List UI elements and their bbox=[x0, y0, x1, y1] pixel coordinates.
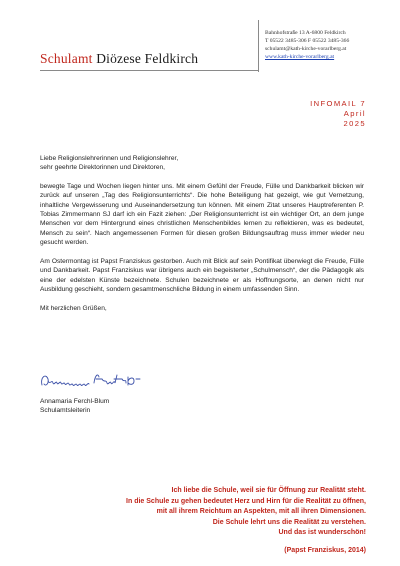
handwritten-signature bbox=[38, 365, 158, 393]
brand-schulamt: Schulamt bbox=[40, 51, 93, 66]
paragraph-papst-franziskus: Am Ostermontag ist Papst Franziskus gestorben. Auch mit Blick auf sein Pontifikat überwiegt die Freude, Fülle und Dankbarkeit. Papst Franziskus war übrigens auch ein begeisterter „Schulmensch“, der die Pädagogik als eine der edelsten Künste bezeichnete. Schulen bezeichnete er als Hoffnungsorte, an denen nicht nur Ausbildung geschieht, sondern gesamtmenschliche Bildung in einem umfassenden Sinn. bbox=[40, 258, 364, 294]
closing-greeting: Mit herzlichen Grüßen, bbox=[40, 305, 107, 313]
letterhead-horizontal-rule bbox=[40, 70, 258, 71]
quote-line-4: Die Schule lehrt uns die Realität zu verstehen. bbox=[212, 518, 366, 526]
brand-dioezese: Diözese Feldkirch bbox=[96, 51, 199, 66]
address-line-email[interactable]: schulamt@kath-kirche-vorarlberg.at bbox=[265, 46, 347, 53]
address-line-phone: T 05522 3485-306 F 05522 3485-366 bbox=[265, 38, 350, 45]
letterhead-brand bbox=[40, 51, 198, 67]
paragraph-tag-des-religionsunterrichts: bewegte Tage und Wochen liegen hinter uns. Mit einem Gefühl der Freude, Fülle und Dankbarkeit blicken wir zurück auf unseren „Tag des Religionsunterrichts“. Die hohe Beteiligung hat gezeigt, wie gut Vernetzung, inhaltliche Vergewisserung und Auseinandersetzung tun können. Mit einem Zitat unseres Hauptreferenten P. Tobias Zimmermann SJ darf ich ein Fazit ziehen: „Der Religionsunterricht ist ein wichtiger Ort, an dem junge Menschen vor dem Hintergrund eines christlichen Menschenbildes lernen zu reflektieren, was es bedeutet, Mensch zu sein“. Nach angemessenen Formen für diesen großen Bildungsauftrag muss immer wieder neu gesucht werden. bbox=[40, 182, 364, 247]
signer-block bbox=[40, 397, 109, 416]
infomail-header bbox=[310, 99, 366, 130]
quote-source: (Papst Franziskus, 2014) bbox=[284, 547, 366, 554]
website-link[interactable]: www.kath-kirche-vorarlberg.at bbox=[265, 54, 335, 61]
signer-name: Annamaria Ferchl-Blum bbox=[40, 398, 110, 405]
quote-line-5: Und das ist wunderschön! bbox=[278, 529, 366, 537]
pope-quote bbox=[126, 486, 366, 539]
quote-line-2: In die Schule zu gehen bedeutet Herz und Hirn für die Realität zu öffnen, bbox=[126, 497, 366, 505]
letter-body bbox=[40, 154, 364, 313]
letterhead-vertical-rule bbox=[258, 20, 259, 72]
address-line-street: Bahnhofstraße 13 A-6800 Feldkirch bbox=[265, 30, 346, 36]
letterhead-address bbox=[265, 29, 349, 61]
salutation-line-2: sehr geehrte Direktorinnen und Direktoren, bbox=[40, 164, 165, 172]
signer-role: Schulamtsleiterin bbox=[40, 407, 91, 415]
salutation-line-1: Liebe Religionslehrerinnen und Religionslehrer, bbox=[40, 155, 179, 162]
quote-line-1: Ich liebe die Schule, weil sie für Öffnung zur Realität steht. bbox=[171, 487, 366, 494]
infomail-month: April bbox=[343, 109, 366, 119]
quote-line-3: mit all ihrem Reichtum an Aspekten, mit all ihren Dimensionen. bbox=[156, 508, 366, 516]
infomail-year: 2025 bbox=[343, 119, 366, 129]
infomail-number: INFOMAIL 7 bbox=[310, 99, 366, 108]
